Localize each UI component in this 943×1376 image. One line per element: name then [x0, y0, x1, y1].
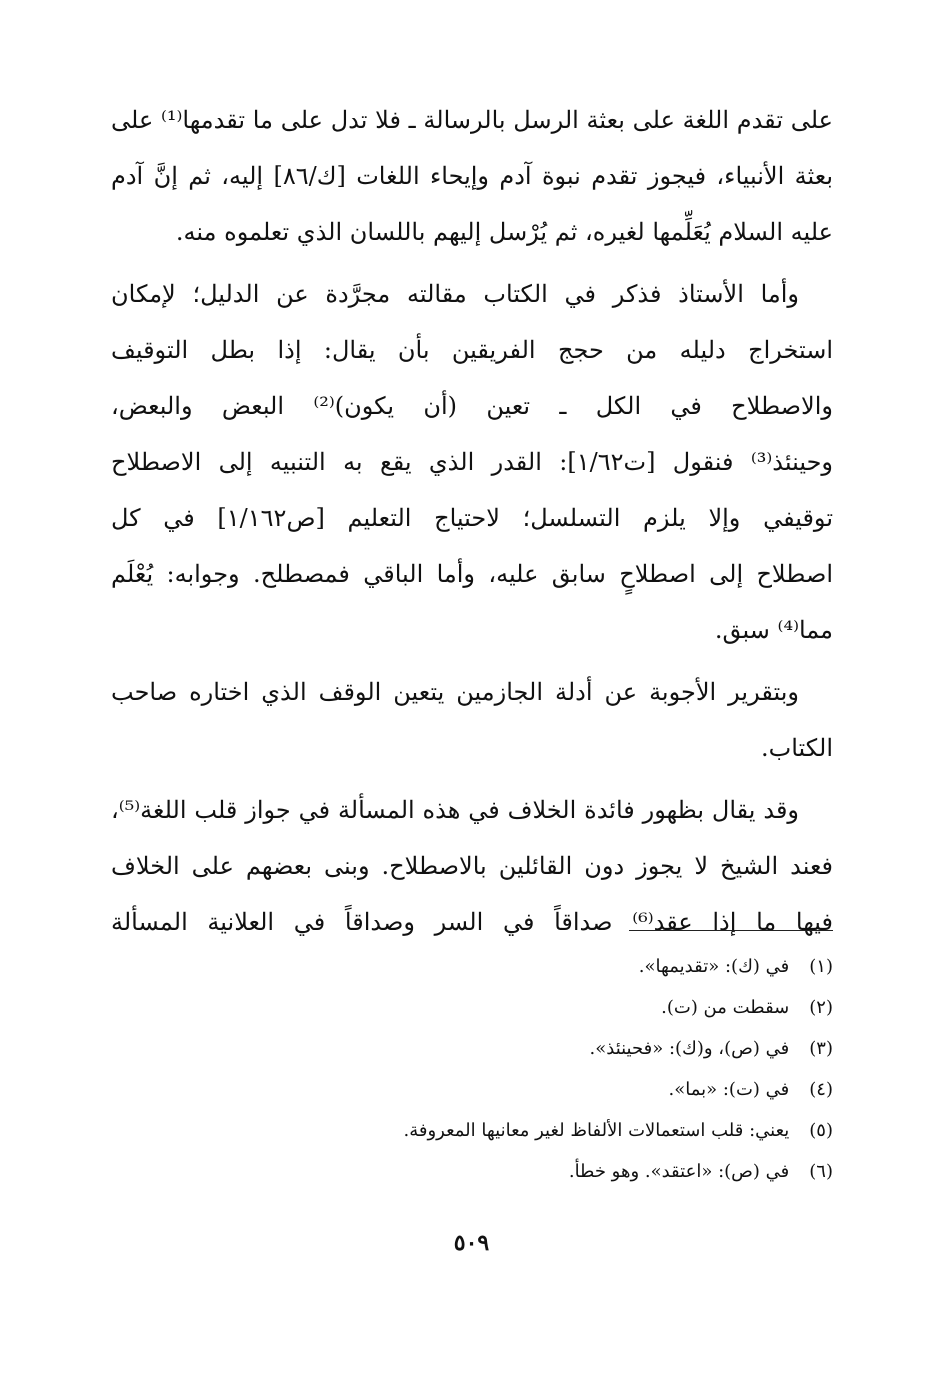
footnote-divider: [629, 930, 833, 931]
footnote-number: (٥): [809, 1120, 833, 1141]
footnote-text: في (ص)، و(ك): «فحينئذ».: [589, 1038, 790, 1059]
footnote-item: [111, 987, 833, 1028]
text-line: وبتقرير الأجوبة عن أدلة الجازمين يتعين الوقف الذي اختاره صاحب: [111, 678, 799, 706]
text-line: فيها ما إذا عقد⁽⁶⁾ صداقاً في السر وصداقاً في العلانية المسألة: [111, 908, 833, 936]
paragraph-3: [111, 664, 833, 776]
footnote-number: (٢): [809, 997, 833, 1018]
text-line: وأما الأستاذ فذكر في الكتاب مقالته مجرَّدة عن الدليل؛ لإمكان: [111, 280, 800, 308]
text-line: استخراج دليله من حجج الفريقين بأن يقال: إذا بطل التوقيف: [111, 336, 833, 364]
page-number: ٥٠٩: [453, 1230, 490, 1256]
footnote-number: (٦): [809, 1161, 833, 1182]
footnote-item: [111, 1028, 833, 1069]
footnote-number: (٣): [809, 1038, 833, 1059]
footnote-item: [111, 1151, 833, 1192]
footnote-number: (١): [809, 956, 833, 977]
text-line: الكتاب.: [760, 734, 833, 762]
footnote-text: في (ك): «تقديمها».: [638, 956, 790, 977]
footnote-number: (٤): [809, 1079, 833, 1100]
text-line: عليه السلام يُعَلِّمها لغيره، ثم يُرْسل إليهم باللسان الذي تعلموه منه.: [175, 218, 833, 246]
text-line: وحينئذ⁽³⁾ فنقول [ت١/٦٢]: القدر الذي يقع به التنبيه إلى الاصطلاح: [111, 448, 833, 476]
text-line: مما⁽⁴⁾ سبق.: [714, 616, 833, 644]
text-line: توقيفي وإلا يلزم التسلسل؛ لاحتياج التعليم [ص١/١٦٢] في كل: [111, 504, 833, 532]
footnotes-section: [111, 946, 833, 1192]
text-line: وقد يقال بظهور فائدة الخلاف في هذه المسألة في جواز قلب اللغة⁽⁵⁾،: [111, 796, 799, 824]
text-line: بعثة الأنبياء، فيجوز تقدم نبوة آدم وإيحاء اللغات [ك/٨٦] إليه، ثم إنَّ آدم: [111, 162, 833, 190]
text-line: اصطلاح إلى اصطلاحٍ سابق عليه، وأما الباقي فمصطلح. وجوابه: يُعْلَم: [111, 560, 833, 588]
footnote-item: [111, 946, 833, 987]
text-line: فعند الشيخ لا يجوز دون القائلين بالاصطلاح. وبنى بعضهم على الخلاف: [111, 852, 833, 880]
main-text-body: [111, 92, 833, 956]
footnote-text: في (ت): «بما».: [668, 1079, 790, 1100]
footnote-item: [111, 1069, 833, 1110]
paragraph-1: [111, 92, 833, 260]
text-line: على تقدم اللغة على بعثة الرسل بالرسالة ـ فلا تدل على ما تقدمها⁽¹⁾ على: [111, 106, 833, 134]
footnote-text: في (ص): «اعتقد». وهو خطأ.: [568, 1161, 790, 1182]
footnote-text: يعني: قلب استعمالات الألفاظ لغير معانيها المعروفة.: [403, 1120, 790, 1141]
footnote-item: [111, 1110, 833, 1151]
text-line: والاصطلاح في الكل ـ تعين (أن يكون)⁽²⁾ البعض والبعض،: [111, 392, 833, 420]
paragraph-4: [111, 782, 833, 950]
paragraph-2: [111, 266, 833, 658]
footnote-text: سقطت من (ت).: [661, 997, 790, 1018]
